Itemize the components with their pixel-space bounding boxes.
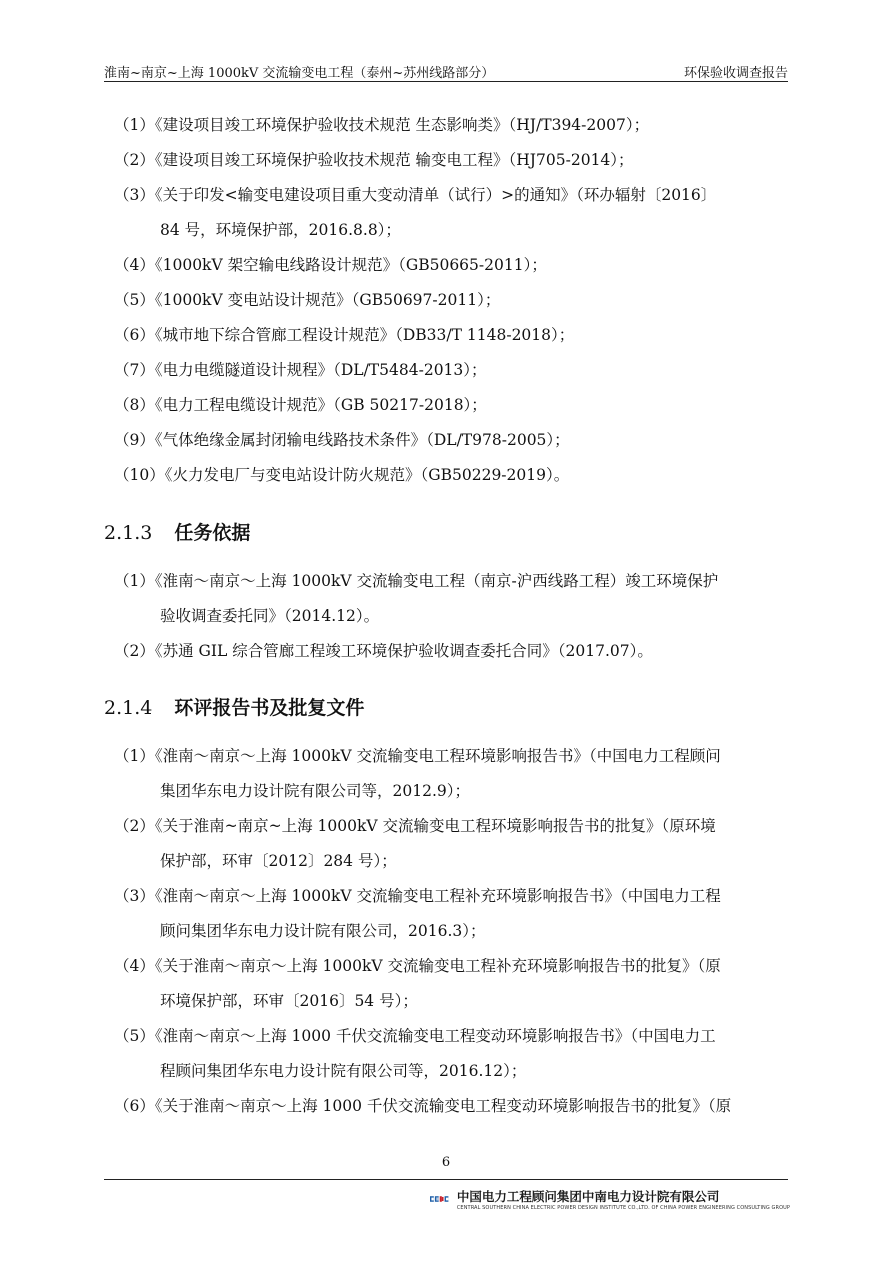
- list-item: [114, 318, 790, 353]
- list-item-text: （10）《火力发电厂与变电站设计防火规范》（GB50229-2019）。: [114, 466, 570, 484]
- header-divider: [104, 81, 788, 82]
- list-item-continuation: 顾问集团华东电力设计院有限公司，2016.3）；: [160, 922, 486, 940]
- list-item-text: （6）《城市地下综合管廊工程设计规范》（DB33/T 1148-2018）；: [114, 326, 575, 344]
- list-item-text: （6）《关于淮南～南京～上海 1000 千伏交流输变电工程变动环境影响报告书的批复》（原: [114, 1097, 732, 1115]
- company-logo-icon: [430, 1187, 451, 1211]
- list-item-text: （9）《气体绝缘金属封闭输电线路技术条件》（DL/T978-2005）；: [114, 431, 570, 449]
- header-report-type: 环保验收调查报告: [683, 66, 788, 81]
- list-item-text: （2）《关于淮南~南京~上海 1000kV 交流输变电工程环境影响报告书的批复》（原环境: [114, 817, 716, 835]
- list-item-text: （1）《淮南～南京～上海 1000kV 交流输变电工程（南京-沪西线路工程）竣工环境保护: [114, 572, 719, 590]
- list-item-continuation: 集团华东电力设计院有限公司等，2012.9）；: [160, 782, 470, 800]
- list-item-text: （3）《关于印发<输变电建设项目重大变动清单（试行）>的通知》（环办辐射〔2016〕: [114, 186, 717, 204]
- list-item-text: （7）《电力电缆隧道设计规程》（DL/T5484-2013）；: [114, 361, 487, 379]
- section-number: 2.1.4: [104, 697, 153, 719]
- footer-divider: [104, 1179, 788, 1180]
- list-item: [114, 739, 790, 809]
- logo-text: [440, 1202, 442, 1203]
- section-title: 环评报告书及批复文件: [174, 697, 365, 719]
- list-item-text: （1）《淮南～南京～上海 1000kV 交流输变电工程环境影响报告书》（中国电力工程顾问: [114, 747, 721, 765]
- list-item-text: （2）《建设项目竣工环境保护验收技术规范 输变电工程》（HJ705-2014）；: [114, 151, 634, 169]
- section-title: 任务依据: [174, 522, 251, 544]
- list-item-continuation: 程顾问集团华东电力设计院有限公司等，2016.12）；: [160, 1062, 527, 1080]
- list-item: [114, 634, 790, 669]
- list-item: [114, 143, 790, 178]
- list-item-continuation: 84 号，环境保护部，2016.8.8）；: [160, 221, 401, 239]
- list-item: [114, 564, 790, 634]
- list-item-text: （3）《淮南～南京～上海 1000kV 交流输变电工程补充环境影响报告书》（中国电力工程: [114, 887, 721, 905]
- list-item: [114, 353, 790, 388]
- list-item: [114, 248, 790, 283]
- company-name-en: CENTRAL SOUTHERN CHINA ELECTRIC POWER DESIGN INSTITUTE CO.,LTD. OF CHINA POWER ENGINEERING CONSULTING GROUP: [456, 1205, 790, 1211]
- list-item: [114, 949, 790, 1019]
- list-item: [114, 283, 790, 318]
- section-heading-2-1-3: [104, 518, 250, 545]
- list-item-text: （5）《1000kV 变电站设计规范》（GB50697-2011）；: [114, 291, 501, 309]
- company-name-block: [457, 1187, 790, 1211]
- section-number: 2.1.3: [104, 522, 153, 544]
- list-item: [114, 458, 790, 493]
- company-name-cn: 中国电力工程顾问集团中南电力设计院有限公司: [456, 1189, 720, 1204]
- list-item-continuation: 保护部，环审〔2012〕284 号）；: [160, 852, 397, 870]
- section-heading-2-1-4: [104, 693, 364, 720]
- list-item-text: （8）《电力工程电缆设计规范》（GB 50217-2018）；: [114, 396, 487, 414]
- list-item-continuation: 验收调查委托同》（2014.12）。: [160, 607, 380, 625]
- list-item: [114, 108, 790, 143]
- page-number: 6: [441, 1155, 451, 1170]
- list-item: [114, 879, 790, 949]
- list-item-text: （5）《淮南～南京～上海 1000 千伏交流输变电工程变动环境影响报告书》（中国电力工: [114, 1027, 716, 1045]
- footer-branding: [430, 1184, 790, 1214]
- list-item-text: （1）《建设项目竣工环境保护验收技术规范 生态影响类》（HJ/T394-2007）；: [114, 116, 650, 134]
- list-item-text: （2）《苏通 GIL 综合管廊工程竣工环境保护验收调查委托合同》（2017.07）。: [114, 642, 653, 660]
- list-item: [114, 423, 790, 458]
- list-item-text: （4）《关于淮南～南京～上海 1000kV 交流输变电工程补充环境影响报告书的批复》（原: [114, 957, 721, 975]
- header-title: 淮南~南京~上海 1000kV 交流输变电工程（泰州~苏州线路部分）: [104, 66, 495, 81]
- list-item-continuation: 环境保护部，环审〔2016〕54 号）；: [160, 992, 418, 1010]
- list-item: [114, 388, 790, 423]
- list-item-text: （4）《1000kV 架空输电线路设计规范》（GB50665-2011）；: [114, 256, 547, 274]
- running-header: [104, 62, 788, 81]
- list-item: [114, 178, 790, 248]
- list-item: [114, 1089, 790, 1124]
- list-item: [114, 1019, 790, 1089]
- list-item: [114, 809, 790, 879]
